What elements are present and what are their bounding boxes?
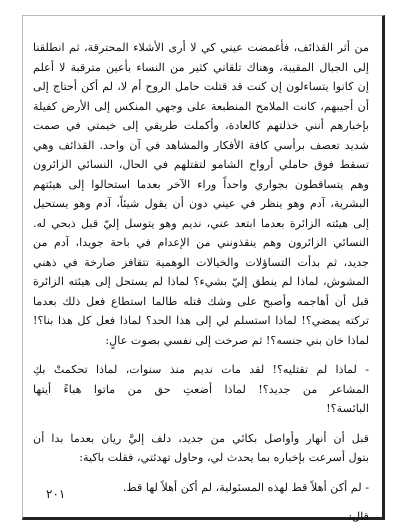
paragraph-2	[33, 360, 369, 419]
text-line: وهم يتساقطون بجواري واحداً وراء الآخر بعدما استحالوا إلى هيئتهم	[33, 177, 369, 191]
text-line: المشاعر من جديد؟! لماذا أضعتِ حق من ماتوا هباءً أيتها	[33, 382, 369, 396]
text-line: إن كانوا يتساءلون إن كنت قد قتلت حامل الروح أم لا، لم أكن أحتاج إلى	[33, 80, 369, 93]
paragraph-gap	[33, 350, 369, 360]
text-line: إلى الجبال المقيبة، وهناك تلقاني كثير من النساء بأعين مترقبة لا أعلم	[33, 60, 369, 74]
text-line: شديد تعصف برأسي كافة الأفكار والمشاهد في آن واحد. القذائف وهي	[33, 138, 369, 152]
text-line: إلى هيئته الزائرة بعدما ابتعد عني، نديم وهو يتوسل إليّ قبل ذبحي له.	[33, 216, 369, 230]
paragraph-gap	[33, 468, 369, 478]
text-line: قبل أن أهاجمه وأصبح على وشك قتله طالما استطاع فعل ذلك بعدما	[33, 294, 369, 308]
text-line: من أثر القذائف، فأغمضت عيني كي لا أرى الأشلاء المحترقة، ثم انطلقنا	[33, 41, 369, 54]
paragraph-gap	[33, 419, 369, 429]
body-text	[33, 38, 369, 527]
text-line: - لم أكن أهلاً قط لهذه المسئولية، لم أكن أهلاً لها قط.	[122, 480, 369, 494]
paragraph-4	[33, 478, 369, 498]
text-line: النسائي الزائرون وهم ينقذونني من الإعدام في باحة جويدا، آدم من	[33, 236, 369, 249]
text-line: بتول أسرعت بإخباره بما يحدث لي، وحاول تهدئتي، فقلت باكية:	[79, 451, 369, 464]
text-line: أن أجيبهم، كانت الملامح المنطبعة على وجهي المنكس إلى الأرض كفيلة	[33, 99, 369, 113]
text-line: جديد، ثم بدأت التساؤلات والخيالات الوهمية تتقافز صارخة في ذهني	[33, 255, 369, 269]
text-line: البائسة؟!	[326, 402, 369, 415]
text-line: لماذا خان بني جنسه؟! ثم صرخت إلى نفسي بصوت عالٍ:	[105, 333, 369, 347]
text-line: - لماذا لم تقتليه؟! لقد مات نديم منذ سنوات، لماذا تحكمتْ بكِ	[33, 363, 369, 376]
paragraph-1	[33, 38, 369, 350]
text-line: البشرية، آدم وهو ينظر في عيني دون أن يقول شيئاً، آدم وهو يستحيل	[33, 197, 369, 210]
text-line: قال:	[348, 510, 369, 523]
text-line: قبل أن أنهار وأواصل بكائي من جديد، دلف إليَّ ريان بعدما بدا أن	[33, 431, 369, 445]
page-number: ٢٠١	[46, 487, 66, 501]
paragraph-5	[33, 507, 369, 527]
paragraph-gap	[33, 497, 369, 507]
text-line: المشوش، لماذا لم ينطق إليّ بشيء؟ لماذا لم يستحل إلى هيئته الزائرة	[33, 275, 369, 288]
paragraph-3	[33, 429, 369, 468]
text-line: تسقط فوق حاملي أرواح الشامو لتقتلهم في الحال، النسائي الزائرون	[33, 158, 369, 171]
text-line: تركته يمضي؟! لماذا استسلم لي إلى هذا الحد؟ لماذا فعل كل هذا بنا؟!	[33, 314, 369, 327]
text-line: بإخبارهم أنني خذلتهم كالعادة، وأكملت طريقي إلى خيمتي في صمت	[33, 119, 369, 132]
